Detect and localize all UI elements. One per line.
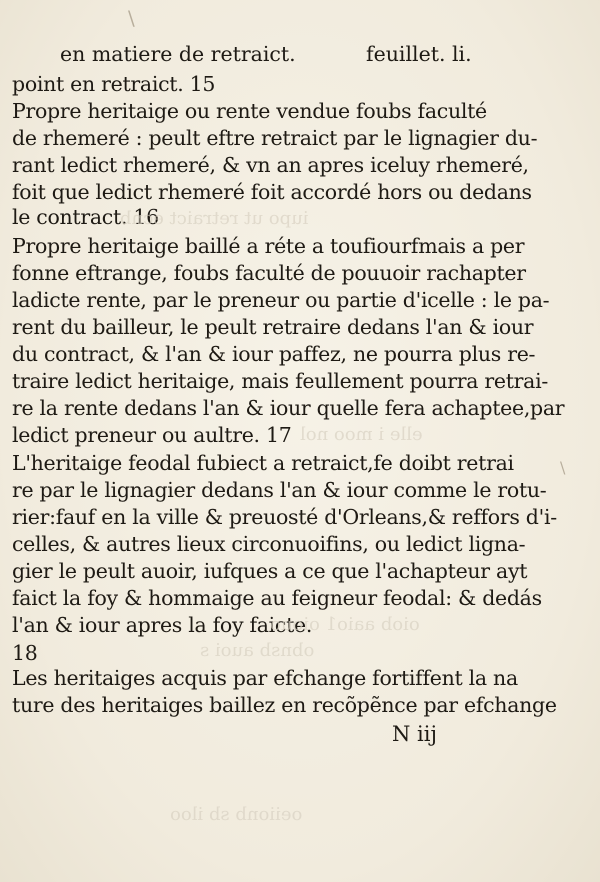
text-line: foit que ledict rhemeré foit accordé hors ou dedans <box>12 180 532 204</box>
text-line: le contract. 16 <box>12 205 159 229</box>
text-line: ledict preneur ou aultre. 17 <box>12 423 292 447</box>
text-line: l'an & iour apres la foy faicte. <box>12 613 313 637</box>
show-through-text: oiob aaio1 oiouo <box>270 614 420 635</box>
signature-mark: N iij <box>392 722 437 746</box>
article-number: 18 <box>12 641 38 665</box>
folio-number: feuillet. li. <box>366 42 472 66</box>
text-line: Propre heritaige baillé a réte a toufiourfmais a per <box>12 234 525 258</box>
running-title: en matiere de retraict. <box>60 42 296 66</box>
text-line: ladicte rente, par le preneur ou partie d'icelle : le pa- <box>12 288 550 312</box>
text-line: L'heritaige feodal fubiect a retraict,fe doibt retrai <box>12 451 514 475</box>
text-line: rier:fauf en la ville & preuosté d'Orleans,& reffors d'i- <box>12 505 557 529</box>
text-line: gier le peult auoir, iufques a ce que l'achapteur ayt <box>12 559 528 583</box>
text-line: de rhemeré : peult eftre retraict par le lignagier du- <box>12 126 538 150</box>
show-through-text: obnsb auoi s <box>200 640 315 661</box>
text-line: rant ledict rhemeré, & vn an apres iceluy rhemeré, <box>12 153 529 177</box>
show-through-text: iupo ut retraict ecnb <box>120 208 309 229</box>
show-through-text: oeiionb sb iloo <box>170 804 303 825</box>
show-through-text: elle i moo nol <box>300 424 423 445</box>
text-line: traire ledict heritaige, mais feullement pourra retrai- <box>12 369 548 393</box>
text-line: celles, & autres lieux circonuoifins, ou ledict ligna- <box>12 532 526 556</box>
paper-mark: \ <box>128 6 135 30</box>
text-line: fonne eftrange, foubs faculté de pouuoir rachapter <box>12 261 526 285</box>
text-line: re la rente dedans l'an & iour quelle fera achaptee,par <box>12 396 565 420</box>
text-line: rent du bailleur, le peult retraire dedans l'an & iour <box>12 315 534 339</box>
text-line: Propre heritaige ou rente vendue foubs faculté <box>12 99 487 123</box>
text-line: faict la foy & hommaige au feigneur feodal: & dedás <box>12 586 542 610</box>
text-line: du contract, & l'an & iour paffez, ne pourra plus re- <box>12 342 536 366</box>
text-line: ture des heritaiges baillez en recõpẽnce par efchange <box>12 693 557 717</box>
text-line: re par le lignagier dedans l'an & iour comme le rotu- <box>12 478 547 502</box>
paper-mark: \ <box>560 458 566 477</box>
text-line: point en retraict. 15 <box>12 72 216 96</box>
text-line: Les heritaiges acquis par efchange fortiffent la na <box>12 666 518 690</box>
